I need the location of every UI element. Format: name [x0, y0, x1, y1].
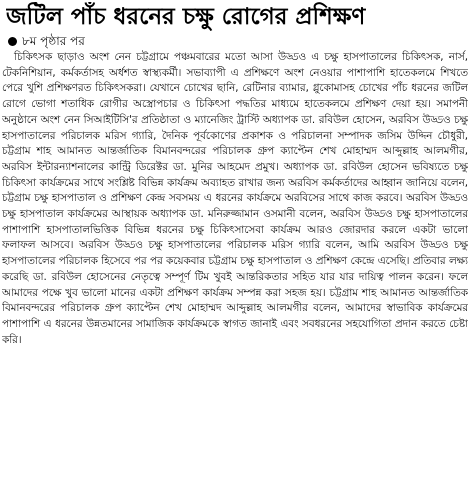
article-body	[2, 50, 468, 476]
headline: জটিল পাঁচ ধরনের চক্ষু রোগের প্রশিক্ষণ	[6, 4, 366, 30]
continued-from-text: ৮ম পৃষ্ঠার পর	[22, 34, 85, 48]
article-paragraph: চিকিৎসক ছাড়াও অংশ নেন চট্টগ্রামে পঞ্চমবারের মতো আসা উড্ডও এ চক্ষু হাসপাতালের চিকিৎসক, নার্স, টেকনিশিয়ান, কর্মকর্তাসহ অর্ধশত স্বাস্থ্যকর্মী। সভাব্যাপী এ প্রশিক্ষণে অংশ নেওয়ার পাশাপাশি হাতেকলমে শিখতে পেরে খুশি প্রশিক্ষণরত চিকিৎসকরা। যেখানে চোখের ছানি, রেটিনার ব্যামার, গ্লুকোমাসহ চোখের পাঁচ ধরনের জটিল রোগে ভোগা শতাধিক রোগীর অস্ত্রোপচার ও চিকিৎসা পদ্ধতির মাধ্যমে হাতেকলমে প্রশিক্ষণ দেয়া হয়। সমাপনী অনুষ্ঠানে অংশ নেন সিআইটিসি'র প্রতিষ্ঠাতা ও ম্যানেজিং ট্রাস্টি অধ্যাপক ডা. রবিউল হোসেন, অরবিস উড্ডও চক্ষু হাসপাতালের পরিচালক মরিস গ্যারি, দৈনিক পূর্বকোণের প্রকাশক ও পরিচালনা সম্পাদক জসিম উদ্দিন চৌধুরী, চট্টগ্রাম শাহ আমানত আন্তর্জাতিক বিমানবন্দরের পরিচালক গ্রুপ ক্যাপ্টেন শেখ মোহাম্মদ আব্দুল্লাহ আলমগীর, অরবিস ইন্টারন্যাশনালের কান্ট্রি ডিরেক্টর ডা. মুনির আহমেদ প্রমুখ। অধ্যাপক ডা. রবিউল হোসেন ভবিষ্যতে চক্ষু চিকিৎসা কার্যক্রমের সাথে সংশ্লিষ্ট বিভিন্ন কার্যক্রম অব্যাহত রাখার জন্য অরবিস কর্মকর্তাদের আহ্বান জানিয়ে বলেন, চট্টগ্রাম চক্ষু হাসপাতাল ও প্রশিক্ষণ কেন্দ্র সবসময় এ ধরনের কার্যক্রমে অরবিসের সাথে কাজ করবে। অরবিস উড্ডও চক্ষু হাসপাতাল কার্যক্রমের আস্থায়ক অধ্যাপক ডা. মনিরুজ্জামান ওসমানী বলেন, অরবিস উড্ডও চক্ষু হাসপাতালের পাশাপাশি হাসপাতালভিত্তিক বিভিন্ন ধরনের চক্ষু চিকিৎসাসেবা কার্যক্রম আরও জোরদার করলে একটা ভালো ফলাফল আসবে। অরবিস উড্ডও চক্ষু হাসপাতালের পরিচালক মরিস গ্যারি বলেন, আমি অরবিস উড্ডও চক্ষু হাসপাতালের পরিচালক হিসেবে পর পর কয়েকবার চট্টগ্রাম চক্ষু হাসপাতাল ও প্রশিক্ষণ কেন্দ্রে এসেছি। প্রতিবার লক্ষ্য করেছি ডা. রবিউল হোসেনের নেতৃত্বে সম্পূর্ণ টিম খুবই আন্তরিকতার সহিত যার যার দায়িত্ব পালন করেন। ফলে আমাদের পক্ষে খুব ভালো মানের একটা প্রশিক্ষণ কার্যক্রম সম্পন্ন করা সহজ হয়। চট্টগ্রাম শাহ আমানত আন্তর্জাতিক বিমানবন্দরের পরিচালক গ্রুপ ক্যাপ্টেন শেখ মোহাম্মদ আব্দুল্লাহ আলমগীর বলেন, আমাদের স্বাভাবিক কার্যক্রমের পাশাপাশি এ ধরনের উন্নতমানের সামাজিক কার্যক্রমকে স্বাগত জানাই এবং সবধরনের সহযোগিতা প্রদান করতে চেষ্টা করি।	[2, 51, 468, 346]
bullet-icon	[8, 37, 17, 46]
continued-from-line	[8, 33, 85, 50]
